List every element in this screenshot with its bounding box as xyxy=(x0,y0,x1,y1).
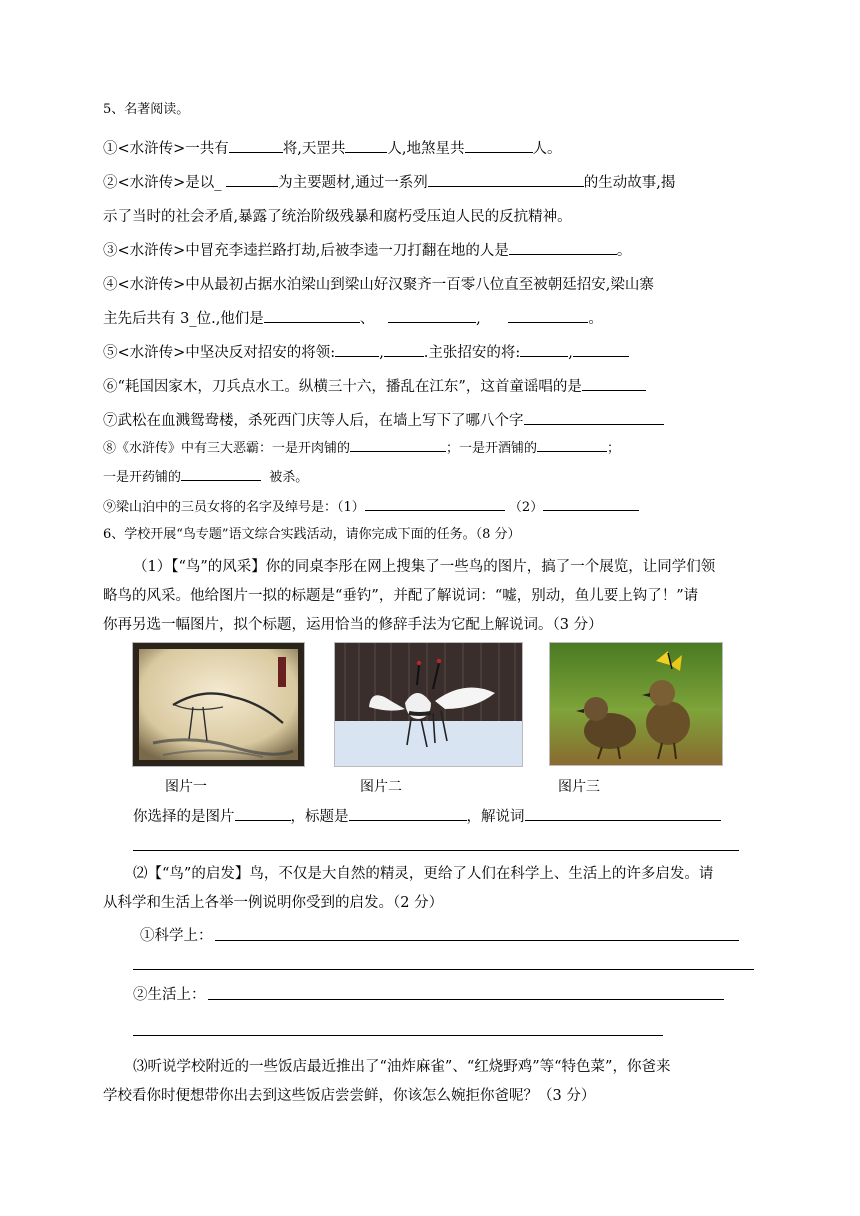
q5-line-4a: ④<水浒传>中从最初占据水泊梁山到梁山好汉聚齐一百零八位直至被朝廷招安,梁山寨 xyxy=(103,277,654,293)
blank[interactable] xyxy=(345,138,387,153)
q5-line-8a: ⑧《水浒传》中有三大恶霸：一是开肉铺的 ；一是开酒铺的 ； xyxy=(103,437,620,460)
life-answer-line-2[interactable] xyxy=(133,1035,663,1036)
q6-part1-line-a: （1）【“鸟”的风采】你的同桌李彤在网上搜集了一些鸟的图片，搞了一个展览，让同学们领 xyxy=(133,559,716,575)
title-blank[interactable] xyxy=(349,806,467,821)
blank[interactable] xyxy=(524,410,664,425)
picture-two xyxy=(334,642,523,767)
blank[interactable] xyxy=(509,240,617,255)
answer-line[interactable] xyxy=(133,850,739,851)
science-answer-line[interactable] xyxy=(215,940,739,941)
blank[interactable] xyxy=(388,308,476,323)
blank[interactable] xyxy=(365,496,505,511)
q6-part2-line-a: ⑵【“鸟”的启发】鸟，不仅是大自然的精灵，更给了人们在科学上、生活上的许多启发。请 xyxy=(133,866,714,882)
blank[interactable] xyxy=(543,496,639,511)
caption-blank[interactable] xyxy=(525,806,721,821)
q5-line-5: ⑤<水浒传>中坚决反对招安的将领: , .主张招安的将: , xyxy=(103,342,629,364)
q6-part1-line-b: 略鸟的风采。他给图片一拟的标题是“垂钓”，并配了解说词：“嘘，别动，鱼儿要上钩了！”请 xyxy=(103,588,699,604)
q5-line-3: ③<水浒传>中冒充李逵拦路打劫,后被李逵一刀打翻在地的人是 。 xyxy=(103,240,631,262)
picture-two-caption: 图片二 xyxy=(360,779,402,795)
choice-line: 你选择的是图片 ，标题是 ，解说词 xyxy=(133,806,721,828)
blank[interactable] xyxy=(350,437,446,452)
q5-line-2a: ②<水浒传>是以_ 为主要题材,通过一系列 的生动故事,揭 xyxy=(103,172,675,194)
science-answer-line-2[interactable] xyxy=(133,969,754,970)
blank[interactable] xyxy=(537,437,607,452)
blank[interactable] xyxy=(264,308,360,323)
blank[interactable] xyxy=(465,138,533,153)
q5-line-4b: 主先后共有 3_位.,他们是 、 , 。 xyxy=(103,308,603,330)
life-label: ②生活上： xyxy=(133,987,206,1003)
blank[interactable] xyxy=(384,342,424,357)
q5-line-1: ①<水浒传>一共有 将,天罡共 人,地煞星共 人。 xyxy=(103,138,562,160)
science-label: ①科学上： xyxy=(140,928,213,944)
blank[interactable] xyxy=(428,172,584,187)
blank[interactable] xyxy=(520,342,568,357)
blank[interactable] xyxy=(335,342,379,357)
blank[interactable] xyxy=(226,172,278,187)
q5-line-9: ⑨梁山泊中的三员女将的名字及绰号是：（1） （2） xyxy=(103,496,639,519)
q5-heading: 5、名著阅读。 xyxy=(103,102,190,117)
picture-choice-blank[interactable] xyxy=(235,806,291,821)
q5-line-2b: 示了当时的社会矛盾,暴露了统治阶级残暴和腐朽受压迫人民的反抗精神。 xyxy=(103,209,572,225)
blank[interactable] xyxy=(582,376,646,391)
q6-part3-line-a: ⑶听说学校附近的一些饭店最近推出了“油炸麻雀”、“红烧野鸡”等“特色菜”，你爸来 xyxy=(133,1059,671,1075)
life-answer-line[interactable] xyxy=(208,999,724,1000)
picture-one-caption: 图片一 xyxy=(165,779,207,795)
blank[interactable] xyxy=(181,466,261,481)
q6-part1-line-c: 你再另选一幅图片，拟个标题，运用恰当的修辞手法为它配上解说词。（3 分） xyxy=(103,617,603,633)
picture-three-caption: 图片三 xyxy=(558,779,600,795)
blank[interactable] xyxy=(229,138,283,153)
q6-part2-line-b: 从科学和生活上各举一例说明你受到的启发。（2 分） xyxy=(103,895,444,911)
q5-line-7: ⑦武松在血溅鸳鸯楼，杀死西门庆等人后，在墙上写下了哪八个字 xyxy=(103,410,664,432)
blank[interactable] xyxy=(508,308,588,323)
picture-three xyxy=(549,642,723,766)
q5-line-8b: 一是开药铺的 被杀。 xyxy=(103,466,308,489)
q6-heading: 6、学校开展“鸟专题”语文综合实践活动，请你完成下面的任务。（8 分） xyxy=(103,527,521,542)
blank[interactable] xyxy=(573,342,629,357)
q6-part3-line-b: 学校看你时便想带你出去到这些饭店尝尝鲜，你该怎么婉拒你爸呢？（3 分） xyxy=(103,1088,596,1104)
picture-one xyxy=(132,642,305,767)
q5-line-6: ⑥“耗国因家木，刀兵点水工。纵横三十六，播乱在江东”，这首童谣唱的是 xyxy=(103,376,646,398)
